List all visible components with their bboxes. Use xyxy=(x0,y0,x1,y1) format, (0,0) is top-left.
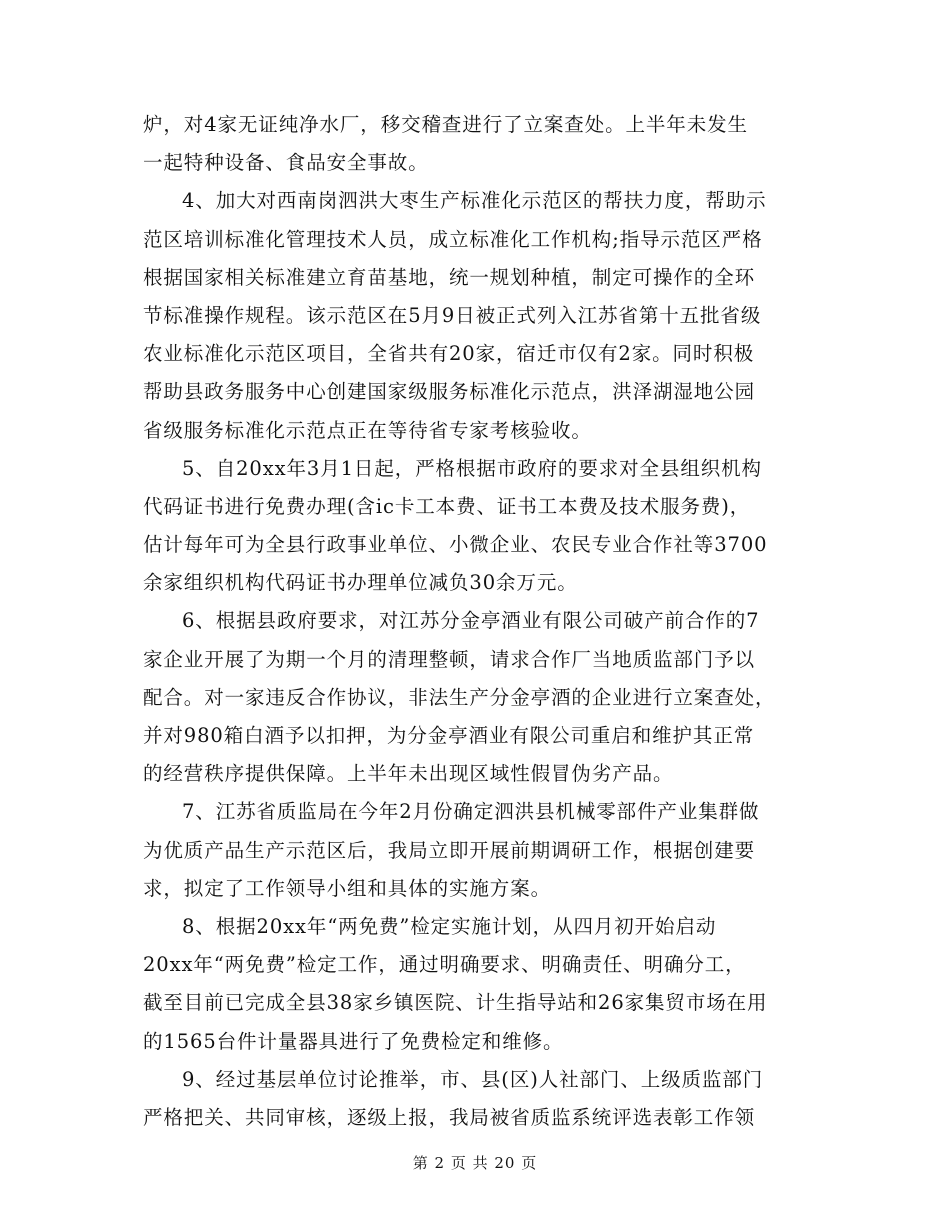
paragraph-start-line: 8、根据20xx年“两免费”检定实施计划，从四月初开始启动 xyxy=(182,914,717,938)
text-line: 节标准操作规程。该示范区在5月9日被正式列入江苏省第十五批省级 xyxy=(143,303,762,327)
page-number-footer: 第 2 页 共 20 页 xyxy=(412,1154,538,1172)
paragraph-start-line: 6、根据县政府要求，对江苏分金亭酒业有限公司破产前合作的7 xyxy=(182,609,760,633)
text-line: 的1565台件计量器具进行了免费检定和维修。 xyxy=(143,1029,564,1053)
document-body xyxy=(143,106,809,1137)
text-line: 根据国家相关标准建立育苗基地，统一规划种植，制定可操作的全环 xyxy=(143,265,756,289)
text-line: 一起特种设备、食品安全事故。 xyxy=(143,151,429,175)
paragraph-start-line: 9、经过基层单位讨论推举，市、县(区)人社部门、上级质监部门 xyxy=(182,1067,764,1091)
text-line: 截至目前已完成全县38家乡镇医院、计生指导站和26家集贸市场在用 xyxy=(143,991,768,1015)
text-line: 估计每年可为全县行政事业单位、小微企业、农民专业合作社等3700 xyxy=(143,533,768,557)
text-line: 20xx年“两免费”检定工作，通过明确要求、明确责任、明确分工， xyxy=(143,953,746,977)
text-line: 配合。对一家违反合作协议，非法生产分金亭酒的企业进行立案查处， xyxy=(143,685,776,709)
text-line: 并对980箱白酒予以扣押，为分金亭酒业有限公司重启和维护其正常 xyxy=(143,724,755,747)
text-line: 的经营秩序提供保障。上半年未出现区域性假冒伪劣产品。 xyxy=(143,762,674,786)
text-line: 帮助县政务服务中心创建国家级服务标准化示范点，洪泽湖湿地公园 xyxy=(143,380,756,404)
paragraph-start-line: 4、加大对西南岗泗洪大枣生产标准化示范区的帮扶力度，帮助示 xyxy=(182,189,767,213)
paragraph-start-line: 7、江苏省质监局在今年2月份确定泗洪县机械零部件产业集群做 xyxy=(182,800,760,824)
text-line: 范区培训标准化管理技术人员，成立标准化工作机构;指导示范区严格 xyxy=(143,227,763,251)
text-line: 农业标准化示范区项目，全省共有20家，宿迁市仅有2家。同时积极 xyxy=(143,342,755,366)
text-line: 省级服务标准化示范点正在等待省专家考核验收。 xyxy=(143,418,592,442)
text-line: 代码证书进行免费办理(含ic卡工本费、证书工本费及技术服务费)， xyxy=(143,494,751,518)
paragraph-start-line: 5、自20xx年3月1日起，严格根据市政府的要求对全县组织机构 xyxy=(182,456,762,480)
text-line: 家企业开展了为期一个月的清理整顿，请求合作厂当地质监部门予以 xyxy=(143,647,756,671)
text-line: 为优质产品生产示范区后，我局立即开展前期调研工作，根据创建要 xyxy=(143,838,756,862)
text-line: 求，拟定了工作领导小组和具体的实施方案。 xyxy=(143,876,552,900)
text-line: 炉，对4家无证纯净水厂，移交稽查进行了立案查处。上半年未发生 xyxy=(143,113,748,136)
text-line: 严格把关、共同审核，逐级上报，我局被省质监系统评选表彰工作领 xyxy=(143,1105,756,1129)
text-line: 余家组织机构代码证书办理单位减负30余万元。 xyxy=(143,571,578,595)
